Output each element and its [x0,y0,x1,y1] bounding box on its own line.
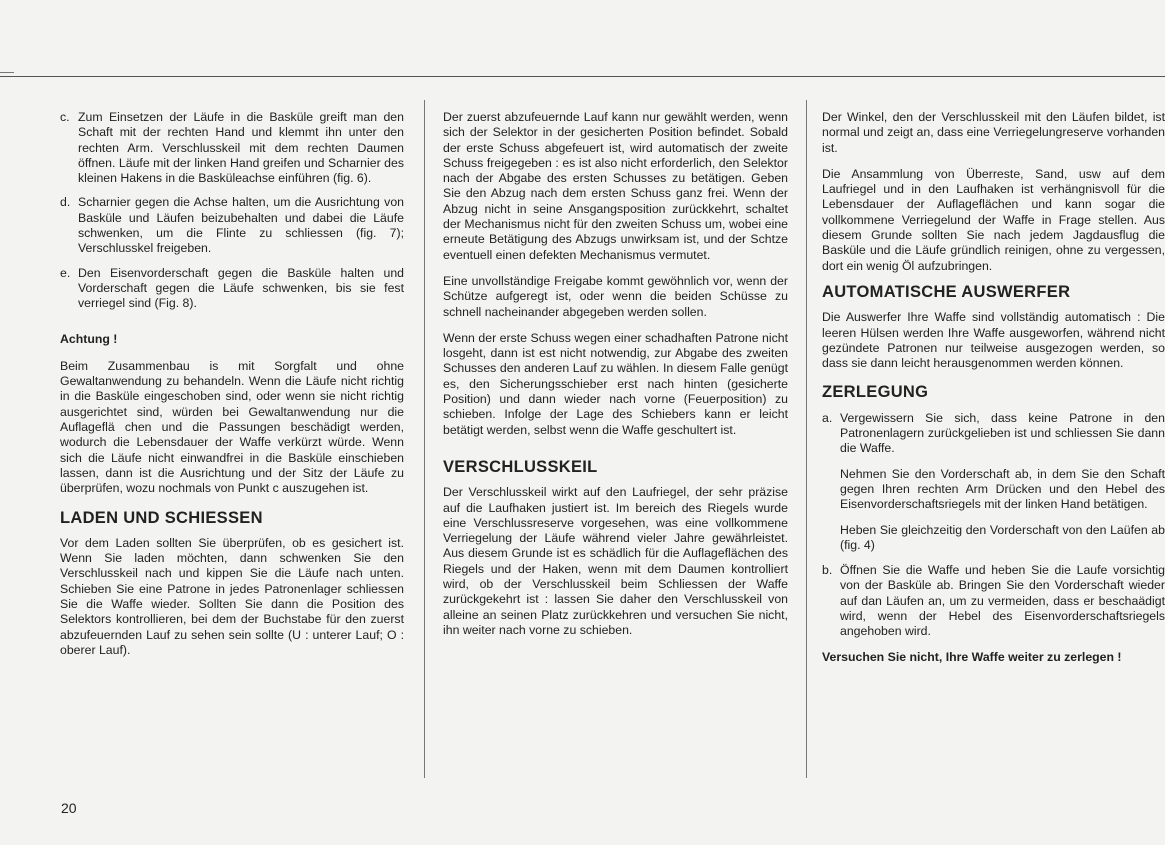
list-item [60,266,404,312]
list-item-text: Öffnen Sie die Waffe und heben Sie die Laufe vorsichtig von der Basküle ab. Bringen Sie den Vorderschaft wieder auf dan Läufen an, um zu vermeiden, dass er beschaädigt wird, wenn der Hebel des Eisenvorderschaftsriegels angehoben wird. [840,563,1165,639]
list-marker: d. [60,195,71,210]
list-item-text: Zum Einsetzen der Läufe in die Basküle greift man den Schaft mit der rechten Hand und klemmt ihn unter den rechten Arm. Verschlusskeil mit dem rechten Daumen öffnen. Läufe mit der linken Hand greifen und Scharnier des kleinen Hakens in die Basküleachse einführen (fig. 6). [78,110,404,186]
section-heading-auswerfer: AUTOMATISCHE AUSWERFER [822,282,1071,301]
caution-heading: Achtung ! [60,331,118,346]
list-item [60,110,404,186]
section-heading-zerlegung: ZERLEGUNG [822,383,929,402]
warning-text: Versuchen Sie nicht, Ihre Waffe weiter zu zerlegen ! [822,649,1122,664]
column-2 [443,110,788,649]
list-item-text: Scharnier gegen die Achse halten, um die Ausrichtung von Basküle und Läufen beizubehalten und dabei die Läufe schwenken, um die Flinte zu schliessen (fig. 7); Verschlusskel freigeben. [78,195,404,256]
corner-mark [0,62,14,73]
section-heading-laden: LADEN UND SCHIESSEN [60,508,263,527]
paragraph: Der Winkel, den der Verschlusskeil mit den Läufen bildet, ist normal und zeigt an, dass eine Verriegelungreserve vorhanden ist. [822,110,1165,155]
column-divider-2 [806,100,807,778]
auswerfer-paragraph: Die Auswerfer Ihre Waffe sind vollständig automatisch : Die leeren Hülsen werden Ihre Waffe ausgeworfen, während nicht gezündete Patronen nur teilweise ausgezogen werden, so dass sie dann leicht herausgenommen werden können. [822,310,1165,371]
list-marker: e. [60,265,71,280]
list-item [822,563,1165,639]
paragraph: Wenn der erste Schuss wegen einer schadhaften Patrone nicht losgeht, dann ist est nicht notwendig, zur Abgabe des zweiten Schusses den anderen Lauf zu wählen. In diesem Falle genügt es, den Sicherungsschieber erst nach hinten (gesicherte Position) und dann wieder nach vorne (Feuerposition) zu schieben. Infolge der Lage des Schiebers kann er leicht betätigt werden, selbst wenn die Waffe geschultert ist. [443,330,788,437]
list-marker: a. [822,410,833,425]
column-3 [822,110,1165,676]
list-item-text: Den Eisenvorderschaft gegen die Basküle halten und Vorderschaft gegen die Läufe schwenken, bis sie fest verriegel sind (Fig. 8). [78,265,404,311]
list-item [822,411,1165,457]
laden-paragraph: Vor dem Laden sollten Sie überprüfen, ob es gesichert ist. Wenn Sie laden möchten, dann schwenken Sie den Verschlusskeil nach und kippen Sie die Läufe nach unten. Schieben Sie eine Patrone in jedes Patronenlager schliessen Sie die Waffe wieder. Sollten Sie dann die Position des Selektors kontrollieren, bei dem der Buchstabe für den zuerst abzufeuernden Lauf zu sehen sein sollte (U : unterer Lauf; O : oberer Lauf). [60,535,404,657]
sub-paragraph: Nehmen Sie den Vorderschaft ab, in dem Sie den Schaft gegen Ihren rechten Arm Drücken und den Hebel des Eisenvorderschaftsriegels mit der linken Hand betätigen. [840,466,1165,512]
list-marker: c. [60,110,70,124]
sub-paragraph: Heben Sie gleichzeitig den Vorderschaft von den Laüfen ab (fig. 4) [840,522,1165,552]
assembly-steps [60,110,404,312]
disassembly-steps [822,411,1165,457]
column-divider-1 [424,100,425,778]
paragraph: Eine unvollständige Freigabe kommt gewöhnlich vor, wenn der Schütze aufgeregt ist, oder wenn die beiden Schüsse zu schnell nacheinander abgegeben werden sollen. [443,273,788,319]
paragraph: Die Ansammlung von Überreste, Sand, usw auf dem Laufriegel und in den Laufhaken ist verhängnisvoll für die Lebensdauer der Auflageflächen und kann sogar die vollkommene Verriegelund der Waffe in Frage stellen. Aus diesem Grunde sollten Sie nach jedem Jagdausflug die Basküle und die Läufe gründlich reinigen, ohne zu vergessen, dort ein wenig Öl aufzubringen. [822,166,1165,273]
page-number: 20 [61,800,77,816]
disassembly-steps-b [822,563,1165,639]
caution-paragraph: Beim Zusammenbau is mit Sorgfalt und ohne Gewaltanwendung zu behandeln. Wenn die Läufe nicht richtig in die Basküle eingeschoben sind, oder wenn sie nicht richtig ausgerichtet sind, würden bei Gewaltanwendung nur die Auflageflä chen und die Passungen beschädigt werden, wodurch die Lebensdauer der Waffe verkürzt würde. Wenn sich die Läufe nicht einwandfrei in die Basküle einschieben lassen, dann ist die Ausrichtung und der Sitz der Läufe zu überprüfen, wozu nochmals von Punkt c auszugehen ist. [60,358,404,496]
verschlusskeil-paragraph: Der Verschlusskeil wirkt auf den Laufriegel, der sehr präzise auf die Laufhaken justiert ist. Im bereich des Riegels wurde eine Verschlussreserve vorgesehen, was eine vollkommene Verriegelung der Läufe während vieler Jahre gewährleistet. Aus diesem Grunde ist es schädlich für die Auflageflächen des Riegels und der Haken, wenn mit dem Daumen kontrolliert wird, ob der Verschlusskeil beim Schliessen der Waffe zurückgekehrt ist : lassen Sie daher den Verschlusskeil von alleine an seinen Platz zurückkehren und versuchen Sie nicht, ihn weiter nach vorne zu schieben. [443,485,788,637]
column-1 [60,110,404,669]
list-item-text: Vergewissern Sie sich, dass keine Patrone in den Patronenlagern zurückgelieben ist und schliessen Sie dann die Waffe. [840,410,1165,456]
paragraph: Der zuerst abzufeuernde Lauf kann nur gewählt werden, wenn sich der Selektor in der gesicherten Position befindet. Sobald der erste Schuss abgefeuert ist, wird automatisch der zweite Schuss freigegeben : es ist also nicht erforderlich, den Selektor nach der Abgabe des ersten Schusses zu betätigen. Geben Sie den Abzug nach dem ersten Schuss ganz frei. Wenn der Abzug nicht in seine Ansgangsposition zurückkehrt, schaltet der Mechanismus nicht für den zweiten Schuss um, wobei eine erneute Betätigung des Abzugs unwirksam ist, und der Schtze eventuell einen defekten Mechanismus vermutet. [443,110,788,262]
top-rule [0,76,1165,77]
list-item [60,195,404,256]
section-heading-verschlusskeil: VERSCHLUSSKEIL [443,457,598,476]
list-marker: b. [822,563,833,578]
